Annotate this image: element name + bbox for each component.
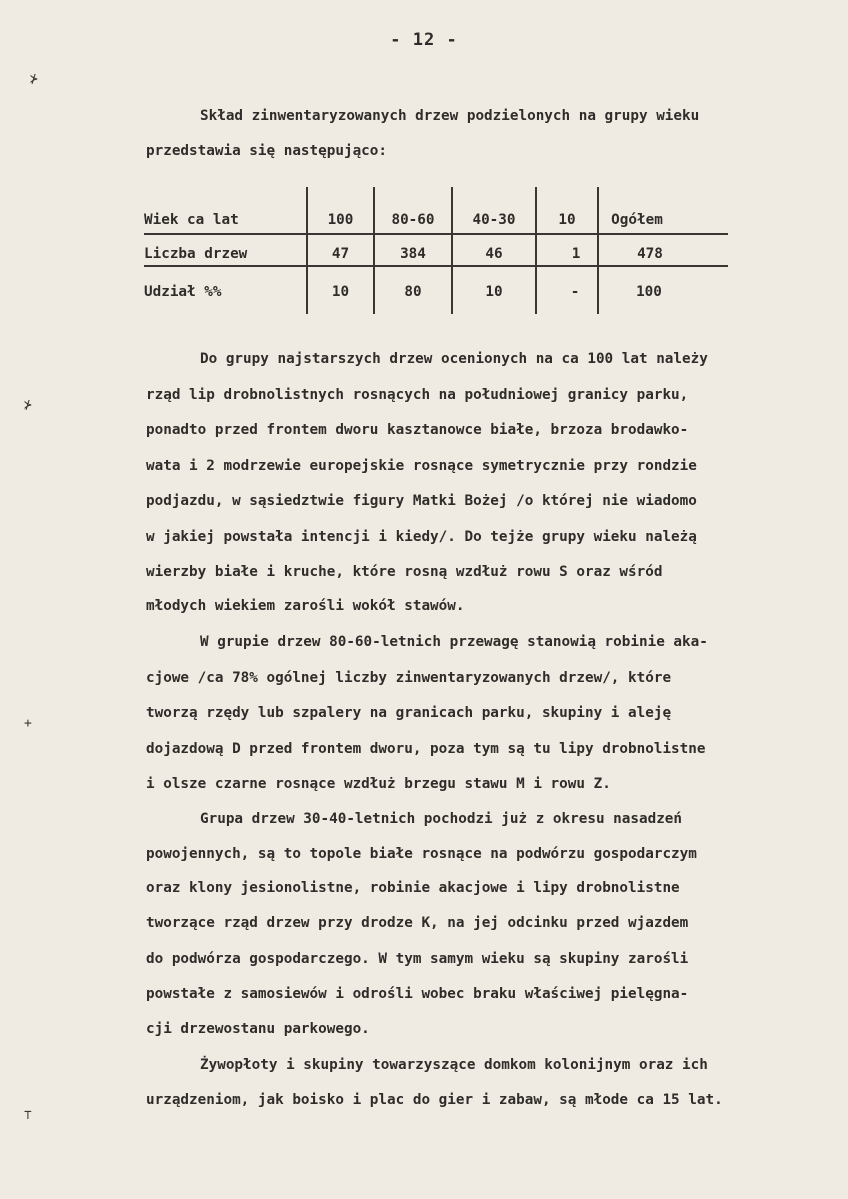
- table-cell: 10: [485, 284, 503, 300]
- body-line: w jakiej powstała intencji i kiedy/. Do tejże grupy wieku należą: [146, 529, 697, 545]
- body-line: tworzą rzędy lub szpalery na granicach parku, skupiny i aleję: [146, 705, 672, 721]
- table-cell: 80: [404, 284, 422, 300]
- body-line: powstałe z samosiewów i odrośli wobec braku właściwej pielęgna-: [146, 986, 689, 1002]
- body-line: wierzby białe i kruche, które rosną wzdłuż rowu S oraz wśród: [146, 564, 663, 580]
- body-line: cjowe /ca 78% ogólnej liczby zinwentaryzowanych drzew/, które: [146, 670, 672, 686]
- body-line: wata i 2 modrzewie europejskie rosnące symetrycznie przy rondzie: [146, 458, 697, 474]
- margin-mark: ⊁: [24, 398, 32, 413]
- body-line: Do grupy najstarszych drzew ocenionych na ca 100 lat należy: [200, 351, 708, 367]
- table-cell: 40-30: [472, 212, 516, 228]
- margin-mark: ⊁: [30, 72, 38, 87]
- table-cell: 10: [331, 284, 350, 300]
- body-line: oraz klony jesionolistne, robinie akacjowe i lipy drobnolistne: [146, 880, 680, 896]
- table-cell: 46: [485, 246, 503, 262]
- table-cell: 384: [400, 246, 426, 262]
- table-row-label: Liczba drzew: [144, 246, 248, 262]
- body-line: powojennych, są to topole białe rosnące na podwórzu gospodarczym: [146, 846, 697, 862]
- body-line: Grupa drzew 30-40-letnich pochodzi już z okresu nasadzeń: [200, 811, 683, 827]
- table-cell: -: [570, 284, 580, 300]
- body-line: do podwórza gospodarczego. W tym samym wieku są skupiny zarośli: [146, 951, 689, 967]
- table-row-label: Udział %%: [144, 284, 222, 300]
- table-cell: 1: [571, 246, 581, 262]
- intro-line: Skład zinwentaryzowanych drzew podzielonych na grupy wieku: [200, 108, 700, 124]
- table-cell: Ogółem: [611, 212, 663, 228]
- body-line: dojazdową D przed frontem dworu, poza tym są tu lipy drobnolistne: [146, 741, 706, 757]
- margin-mark: ⊤: [24, 1108, 32, 1123]
- margin-mark: +: [24, 716, 32, 731]
- table-cell: 478: [637, 246, 663, 262]
- body-line: Żywopłoty i skupiny towarzyszące domkom kolonijnym oraz ich: [200, 1057, 708, 1073]
- body-line: podjazdu, w sąsiedztwie figury Matki Bożej /o której nie wiadomo: [146, 493, 697, 509]
- table-cell: 100: [636, 284, 662, 300]
- body-line: rząd lip drobnolistnych rosnących na południowej granicy parku,: [146, 387, 689, 403]
- body-line: tworzące rząd drzew przy drodze K, na jej odcinku przed wjazdem: [146, 915, 689, 931]
- intro-line: przedstawia się następująco:: [146, 143, 388, 159]
- table-row-label: Wiek ca lat: [144, 212, 239, 228]
- table-cell: 100: [327, 212, 354, 228]
- table-cell: 80-60: [391, 212, 435, 228]
- body-line: i olsze czarne rosnące wzdłuż brzegu stawu M i rowu Z.: [146, 776, 611, 792]
- table-cell: 47: [331, 246, 350, 262]
- body-line: ponadto przed frontem dworu kasztanowce białe, brzoza brodawko-: [146, 422, 689, 438]
- body-line: młodych wiekiem zarośli wokół stawów.: [146, 598, 465, 614]
- body-line: urządzeniom, jak boisko i plac do gier i zabaw, są młode ca 15 lat.: [146, 1092, 723, 1108]
- body-line: W grupie drzew 80-60-letnich przewagę stanowią robinie aka-: [200, 634, 708, 650]
- table-cell: 10: [558, 212, 576, 228]
- page-number: - 12 -: [390, 30, 458, 50]
- body-line: cji drzewostanu parkowego.: [146, 1021, 370, 1037]
